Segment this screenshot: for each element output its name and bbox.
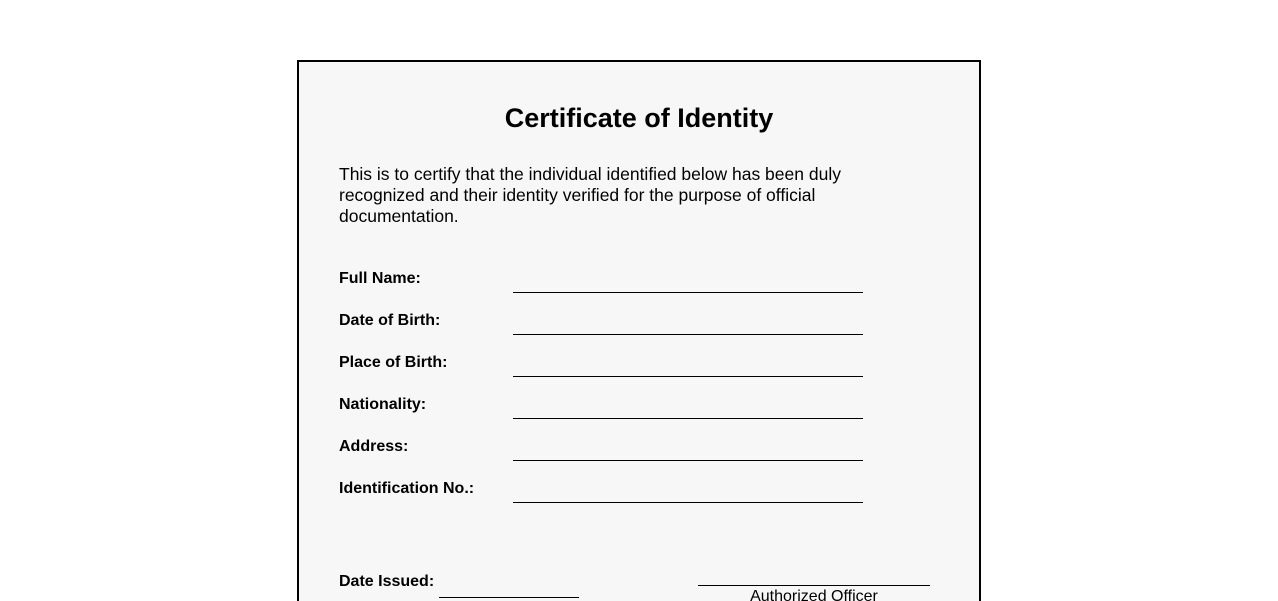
date-issued-blank-line[interactable] <box>439 597 579 598</box>
identification-number-field <box>339 474 879 504</box>
full-name-label: Full Name: <box>339 270 421 287</box>
certificate-title: Certificate of Identity <box>504 103 774 133</box>
certificate-intro-text: This is to certify that the individual identified below has been duly recognized and their identity verified for the purpose of official documentation. <box>339 164 841 226</box>
identification-number-label: Identification No.: <box>339 480 475 497</box>
date-issued-field <box>339 567 599 597</box>
date-issued-label: Date Issued: <box>339 573 435 590</box>
date-of-birth-field <box>339 306 879 336</box>
signature-block <box>698 585 930 601</box>
place-of-birth-field <box>339 348 879 378</box>
nationality-blank-line[interactable] <box>513 418 863 419</box>
nationality-label: Nationality: <box>339 396 427 413</box>
full-name-blank-line[interactable] <box>513 292 863 293</box>
signature-line[interactable] <box>698 585 930 586</box>
identification-number-blank-line[interactable] <box>513 502 863 503</box>
address-blank-line[interactable] <box>513 460 863 461</box>
place-of-birth-blank-line[interactable] <box>513 376 863 377</box>
place-of-birth-label: Place of Birth: <box>339 354 448 371</box>
address-field <box>339 432 879 462</box>
date-of-birth-blank-line[interactable] <box>513 334 863 335</box>
full-name-field <box>339 264 879 294</box>
address-label: Address: <box>339 438 409 455</box>
certificate-document <box>297 60 981 601</box>
date-of-birth-label: Date of Birth: <box>339 312 441 329</box>
nationality-field <box>339 390 879 420</box>
authorized-officer-caption: Authorized Officer <box>750 588 878 601</box>
